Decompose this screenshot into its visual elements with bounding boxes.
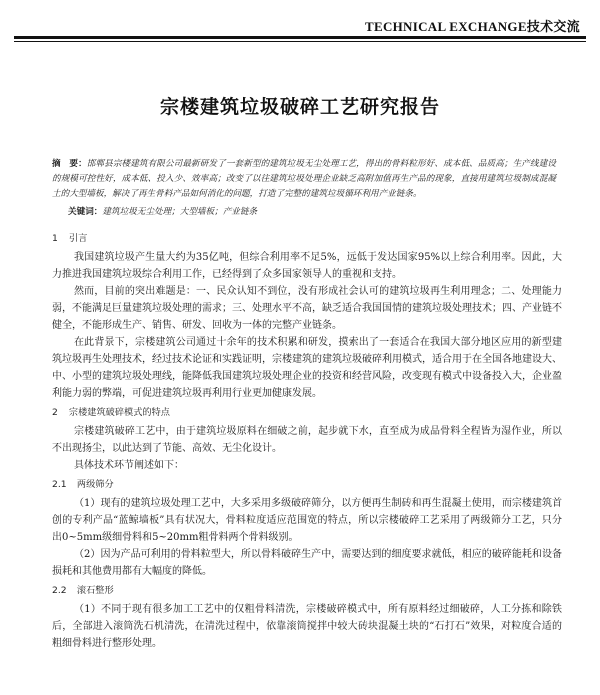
subsection-heading <box>52 582 562 599</box>
paragraph: 宗楼建筑破碎工艺中，由于建筑垃圾原料在细破之前，起步就下水，直至成为成品骨料全程皆为湿作业，所以不出现扬尘，以此达到了节能、高效、无尘化设计。 <box>52 426 562 454</box>
abstract-text: 邯郸县宗楼建筑有限公司最新研发了一套新型的建筑垃圾无尘处理工艺，得出的骨料粒形好、成本低、品质高；生产线建设的规模可控性好，成本低、投入少、效率高；改变了以往建筑垃圾处理企业缺乏高附加值再生产品的现象，直接用建筑垃圾制成混凝土的大型墙板，解决了再生骨料产品如何消化的问题，打造了完整的建筑垃圾循环利用产业链条。 <box>52 159 556 199</box>
subsection-heading <box>52 476 562 493</box>
article-title: 宗楼建筑垃圾破碎工艺研究报告 <box>159 96 440 118</box>
keywords-label: 关键词： <box>68 207 103 217</box>
section-heading <box>52 404 562 421</box>
paragraph: 具体技术环节阐述如下： <box>74 460 184 471</box>
header-rule-thin <box>14 41 586 42</box>
section-number: 2 <box>52 407 58 418</box>
article-body <box>52 228 562 652</box>
paragraph: （2）因为产品可利用的骨料粒型大，所以骨料破碎生产中，需要达到的细度要求就低，相应的破碎能耗和设备损耗和其他费用都有大幅度的降低。 <box>52 549 562 577</box>
paragraph: 然而，目前的突出难题是：一、民众认知不到位，没有形成社会认可的建筑垃圾再生利用理念；二、处理能力弱，不能满足巨量建筑垃圾处理的需求；三、处理水平不高，缺乏适合我国国情的建筑垃圾处理技术；四、产业链不健全，不能形成生产、销售、研发、回收为一体的完整产业链条。 <box>52 286 562 331</box>
running-header <box>14 8 586 38</box>
running-title: TECHNICAL EXCHANGE技术交流 <box>365 19 580 34</box>
paragraph: 我国建筑垃圾产生量大约为35亿吨，但综合利用率不足5%，远低于发达国家95%以上综合利用率。因此，大力推进我国建筑垃圾综合利用工作，已经得到了众多国家领导人的重视和支持。 <box>52 252 562 280</box>
subsection-title: 两级筛分 <box>76 479 114 490</box>
section-number: 1 <box>52 233 58 244</box>
subsection-number: 2.2 <box>52 585 67 596</box>
subsection-title: 滚石整形 <box>76 585 114 596</box>
subsection-number: 2.1 <box>52 479 67 490</box>
keywords <box>68 205 257 217</box>
section-heading <box>52 230 562 247</box>
abstract <box>52 157 556 202</box>
section-title: 宗楼建筑破碎模式的特点 <box>68 407 170 418</box>
paragraph: （1）现有的建筑垃圾处理工艺中，大多采用多级破碎筛分，以方便再生制砖和再生混凝土使用，而宗楼建筑首创的专利产品“蓝鲸墙板”具有状况大，骨料粒度适应范围宽的特点，所以宗楼破碎工艺采用了两级筛分工艺，只分出0~5mm级细骨料和5~20mm粗骨料两个骨料级别。 <box>52 498 562 543</box>
paragraph: 在此背景下，宗楼建筑公司通过十余年的技术积累和研发，摸索出了一套适合在我国大部分地区应用的新型建筑垃圾再生处理技术，经过技术论证和实践证明，宗楼建筑的建筑垃圾破碎利用模式，适合用于在全国各地建设大、中、小型的建筑垃圾处理线，能降低我国建筑垃圾处理企业的投资和经营风险，改变现有模式中设备投入大，企业盈利能力弱的弊端，可促进建筑垃圾再利用行业更加健康发展。 <box>52 337 562 399</box>
paragraph: （1）不同于现有很多加工工艺中的仅粗骨料清洗，宗楼破碎模式中，所有原料经过细破碎，人工分拣和除铁后，全部进入滚筒洗石机清洗，在清洗过程中，依靠滚筒搅拌中较大砖块混凝土块的“石打石”效果，对粒度合适的粗细骨料进行整形处理。 <box>52 604 562 649</box>
header-rule-thick <box>14 36 586 39</box>
abstract-label: 摘 要： <box>52 159 87 169</box>
keywords-text: 建筑垃圾无尘处理；大型墙板；产业链条 <box>102 207 258 217</box>
section-title: 引言 <box>68 233 88 244</box>
